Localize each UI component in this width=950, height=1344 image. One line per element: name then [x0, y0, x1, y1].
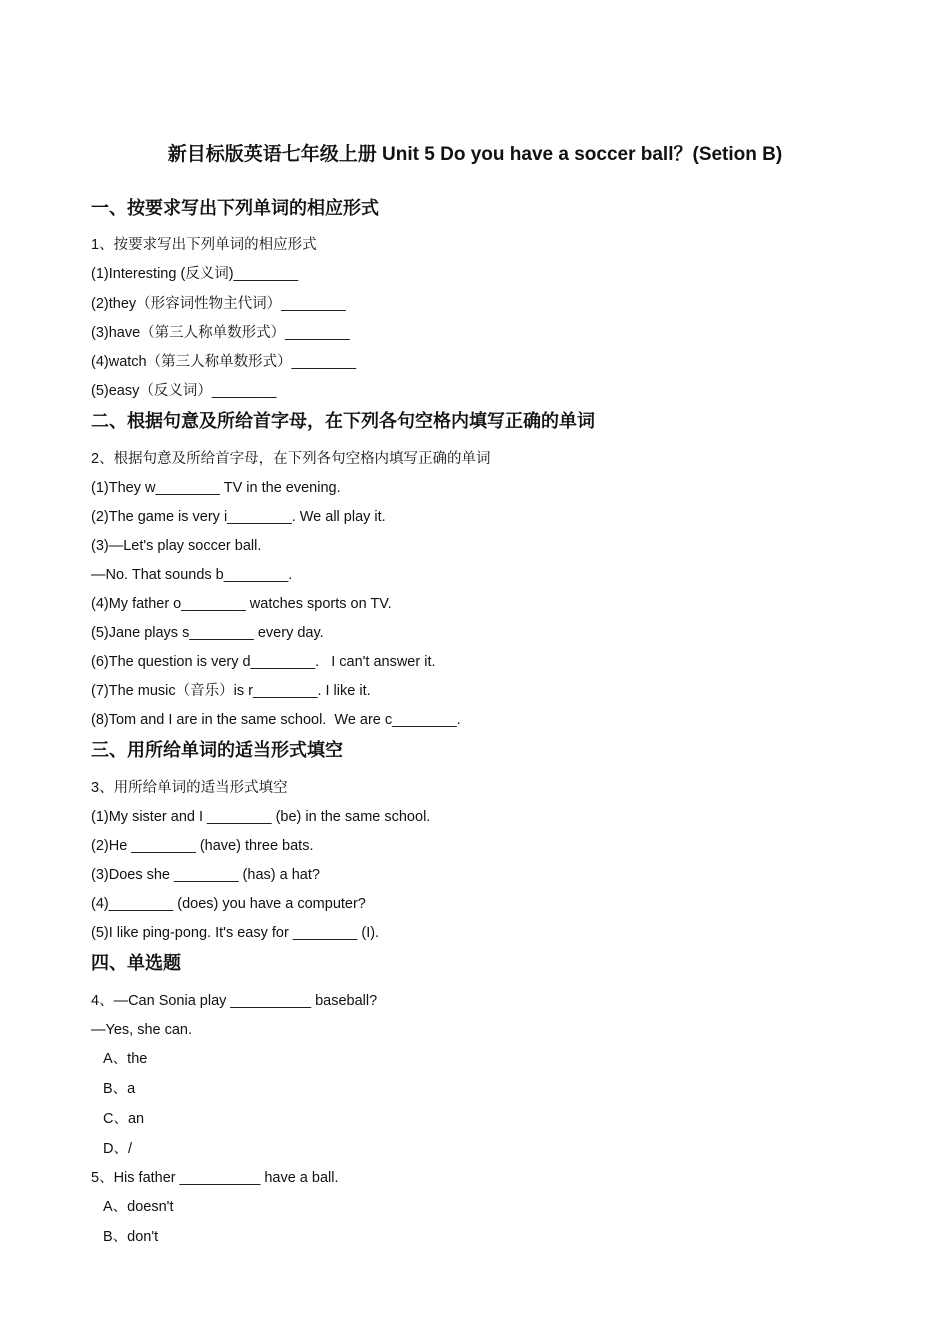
- question-line: (6)The question is very d________. I can't answer it.: [91, 654, 436, 670]
- option-a: A、doesn't: [103, 1199, 174, 1215]
- question-line: (8)Tom and I are in the same school. We are c________.: [91, 712, 461, 728]
- question-line: (3)have（第三人称单数形式）________: [91, 325, 350, 341]
- page-title: 新目标版英语七年级上册 Unit 5 Do you have a soccer ball？(Setion B): [167, 144, 783, 165]
- question-line: (4)________ (does) you have a computer?: [91, 896, 366, 912]
- section-3-heading: 三、用所给单词的适当形式填空: [91, 740, 343, 760]
- question-4-stem: 4、—Can Sonia play __________ baseball?: [91, 993, 378, 1009]
- section-2-heading: 二、根据句意及所给首字母，在下列各句空格内填写正确的单词: [91, 411, 595, 431]
- question-line: (7)The music（音乐）is r________. I like it.: [91, 683, 371, 699]
- section-2-instruction: 2、根据句意及所给首字母，在下列各句空格内填写正确的单词: [91, 451, 491, 467]
- question-line: (2)He ________ (have) three bats.: [91, 838, 314, 854]
- question-line: (4)My father o________ watches sports on TV.: [91, 596, 392, 612]
- question-line: (5)I like ping-pong. It's easy for ________ (I).: [91, 925, 380, 941]
- question-line: (1)Interesting (反义词)________: [91, 266, 299, 282]
- question-line: (2)they（形容词性物主代词）________: [91, 296, 346, 312]
- question-4-reply: —Yes, she can.: [91, 1022, 193, 1038]
- question-line: (3)—Let's play soccer ball.: [91, 538, 262, 554]
- option-b: B、a: [103, 1081, 136, 1097]
- section-1-instruction: 1、按要求写出下列单词的相应形式: [91, 237, 317, 253]
- question-line: (4)watch（第三人称单数形式）________: [91, 354, 357, 370]
- question-line: (1)They w________ TV in the evening.: [91, 480, 341, 496]
- option-d: D、/: [103, 1141, 132, 1157]
- question-line: (3)Does she ________ (has) a hat?: [91, 867, 320, 883]
- section-3-instruction: 3、用所给单词的适当形式填空: [91, 780, 288, 796]
- section-1-heading: 一、按要求写出下列单词的相应形式: [91, 198, 379, 218]
- question-line: (5)Jane plays s________ every day.: [91, 625, 324, 641]
- question-line: —No. That sounds b________.: [91, 567, 293, 583]
- option-c: C、an: [103, 1111, 145, 1127]
- question-line: (2)The game is very i________. We all play it.: [91, 509, 386, 525]
- option-b: B、don't: [103, 1229, 159, 1245]
- question-line: (1)My sister and I ________ (be) in the same school.: [91, 809, 431, 825]
- question-line: (5)easy（反义词）________: [91, 383, 277, 399]
- section-4-heading: 四、单选题: [91, 953, 181, 973]
- question-5-stem: 5、His father __________ have a ball.: [91, 1170, 339, 1186]
- option-a: A、the: [103, 1051, 148, 1067]
